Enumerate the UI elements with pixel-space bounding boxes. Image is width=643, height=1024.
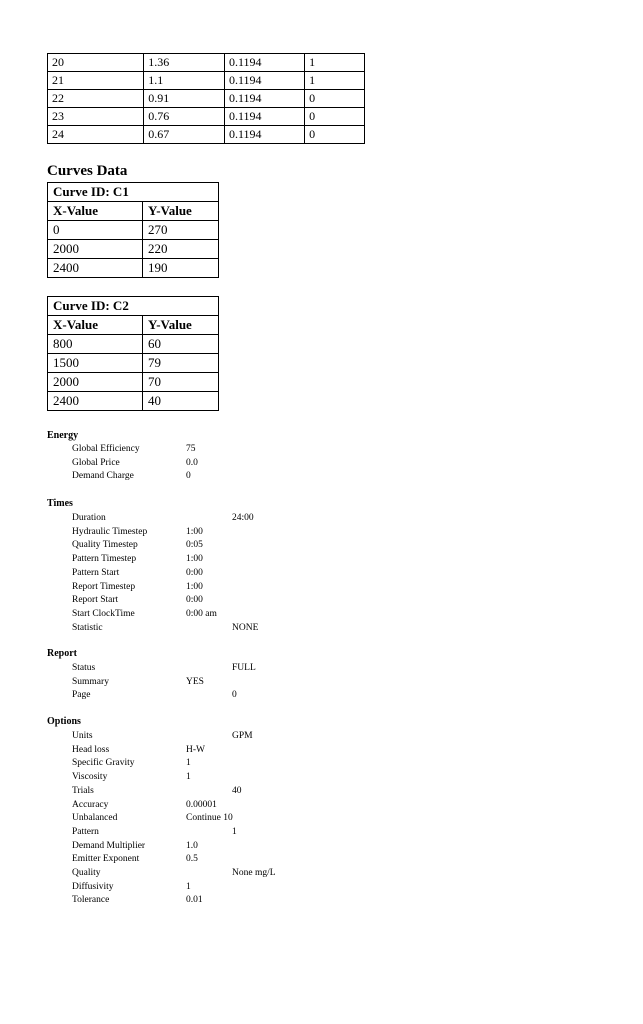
- curve-caption: Curve ID: C1: [48, 183, 219, 202]
- setting-value: 0.0: [186, 457, 198, 468]
- curve-table-c2: [47, 296, 219, 411]
- x-value-cell: 2400: [48, 392, 143, 411]
- setting-value-alt: 0: [232, 690, 237, 701]
- setting-value: Continue 10: [186, 813, 233, 824]
- setting-label: Unbalanced: [72, 813, 118, 824]
- setting-value-alt: NONE: [232, 622, 259, 633]
- table-cell: 0.76: [144, 108, 225, 126]
- setting-label: Status: [72, 663, 96, 673]
- setting-label: Page: [72, 690, 91, 701]
- setting-value: 1.0: [186, 840, 198, 851]
- setting-label: Report Timestep: [72, 581, 136, 592]
- table-cell: 0.1194: [224, 108, 304, 126]
- table-cell: 0.91: [144, 90, 225, 108]
- table-cell: 1.36: [144, 54, 225, 72]
- setting-value-alt: None mg/L: [232, 868, 276, 878]
- setting-label: Pattern Start: [72, 567, 120, 578]
- setting-label: Pattern Timestep: [72, 554, 137, 565]
- setting-label: Start ClockTime: [72, 608, 135, 619]
- setting-label: Quality Timestep: [72, 540, 138, 551]
- table-cell: 23: [48, 108, 144, 126]
- setting-value-alt: 40: [232, 785, 242, 796]
- setting-value: 0:00 am: [186, 608, 217, 619]
- table-row: [48, 354, 219, 373]
- y-value-cell: 79: [143, 354, 219, 373]
- setting-label: Demand Charge: [72, 471, 134, 482]
- setting-label: Hydraulic Timestep: [72, 526, 148, 537]
- y-value-cell: 40: [143, 392, 219, 411]
- setting-value: 1:00: [186, 581, 203, 592]
- pattern-table: [47, 53, 365, 144]
- x-value-cell: 2000: [48, 240, 143, 259]
- setting-label: Pattern: [72, 826, 99, 837]
- y-value-cell: 60: [143, 335, 219, 354]
- y-value-cell: 220: [143, 240, 219, 259]
- setting-value: 1:00: [186, 554, 203, 565]
- x-value-header: X-Value: [48, 202, 143, 221]
- x-value-cell: 0: [48, 221, 143, 240]
- setting-value: 0.01: [186, 895, 203, 906]
- setting-label: Emitter Exponent: [72, 854, 140, 865]
- setting-label: Quality: [72, 868, 101, 878]
- setting-label: Head loss: [72, 744, 110, 755]
- setting-label: Accuracy: [72, 799, 109, 810]
- setting-value: 1:00: [186, 526, 203, 537]
- table-caption-row: [48, 183, 219, 202]
- setting-value: YES: [186, 676, 204, 687]
- setting-label: Global Efficiency: [72, 444, 140, 454]
- table-header-row: [48, 202, 219, 221]
- table-cell: 21: [48, 72, 144, 90]
- table-cell: 0.67: [144, 126, 225, 144]
- table-row: [48, 54, 365, 72]
- x-value-cell: 1500: [48, 354, 143, 373]
- table-caption-row: [48, 297, 219, 316]
- table-cell: 1: [305, 72, 365, 90]
- setting-label: Tolerance: [72, 895, 110, 906]
- table-cell: 0: [305, 90, 365, 108]
- curve-table-c1: [47, 182, 219, 278]
- setting-label: Diffusivity: [72, 881, 114, 892]
- setting-value: 1: [186, 758, 191, 769]
- table-row: [48, 335, 219, 354]
- setting-label: Duration: [72, 513, 106, 523]
- y-value-cell: 70: [143, 373, 219, 392]
- setting-value-alt: 1: [232, 826, 237, 837]
- y-value-cell: 190: [143, 259, 219, 278]
- table-row: [48, 392, 219, 411]
- table-cell: 22: [48, 90, 144, 108]
- table-row: [48, 72, 365, 90]
- table-row: [48, 90, 365, 108]
- setting-label: Global Price: [72, 457, 120, 468]
- section-title: Times: [47, 498, 73, 509]
- table-cell: 0.1194: [224, 90, 304, 108]
- table-row: [48, 126, 365, 144]
- x-value-cell: 2400: [48, 259, 143, 278]
- setting-value: 0:00: [186, 595, 203, 606]
- y-value-cell: 270: [143, 221, 219, 240]
- setting-label: Statistic: [72, 622, 103, 633]
- setting-value: 0.5: [186, 854, 198, 865]
- setting-label: Specific Gravity: [72, 758, 135, 769]
- section-title: Options: [47, 716, 81, 727]
- section-title: Report: [47, 648, 77, 659]
- setting-value: 75: [186, 444, 196, 454]
- setting-value-alt: FULL: [232, 663, 256, 673]
- table-row: [48, 259, 219, 278]
- section-title: Energy: [47, 430, 79, 441]
- setting-label: Demand Multiplier: [72, 840, 146, 851]
- table-row: [48, 373, 219, 392]
- table-header-row: [48, 316, 219, 335]
- setting-value-alt: GPM: [232, 731, 253, 741]
- setting-value: 0:00: [186, 567, 203, 578]
- setting-value: 0.00001: [186, 799, 217, 810]
- x-value-cell: 2000: [48, 373, 143, 392]
- setting-value: 0:05: [186, 540, 203, 551]
- setting-value: 1: [186, 881, 191, 892]
- setting-label: Viscosity: [72, 772, 108, 783]
- setting-value-alt: 24:00: [232, 513, 254, 523]
- table-cell: 0.1194: [224, 72, 304, 90]
- table-cell: 0: [305, 126, 365, 144]
- table-cell: 20: [48, 54, 144, 72]
- table-row: [48, 240, 219, 259]
- table-row: [48, 221, 219, 240]
- setting-value: H-W: [186, 744, 205, 755]
- setting-value: 1: [186, 772, 191, 783]
- setting-label: Summary: [72, 676, 109, 687]
- table-cell: 0.1194: [224, 54, 304, 72]
- setting-label: Report Start: [72, 595, 119, 606]
- table-cell: 0.1194: [224, 126, 304, 144]
- table-cell: 1: [305, 54, 365, 72]
- setting-label: Trials: [72, 785, 94, 796]
- x-value-header: X-Value: [48, 316, 143, 335]
- table-row: [48, 108, 365, 126]
- table-cell: 1.1: [144, 72, 225, 90]
- setting-value: 0: [186, 471, 191, 482]
- curve-caption: Curve ID: C2: [48, 297, 219, 316]
- setting-label: Units: [72, 731, 93, 741]
- y-value-header: Y-Value: [143, 202, 219, 221]
- table-cell: 24: [48, 126, 144, 144]
- y-value-header: Y-Value: [143, 316, 219, 335]
- curves-heading: Curves Data: [47, 163, 128, 179]
- table-cell: 0: [305, 108, 365, 126]
- x-value-cell: 800: [48, 335, 143, 354]
